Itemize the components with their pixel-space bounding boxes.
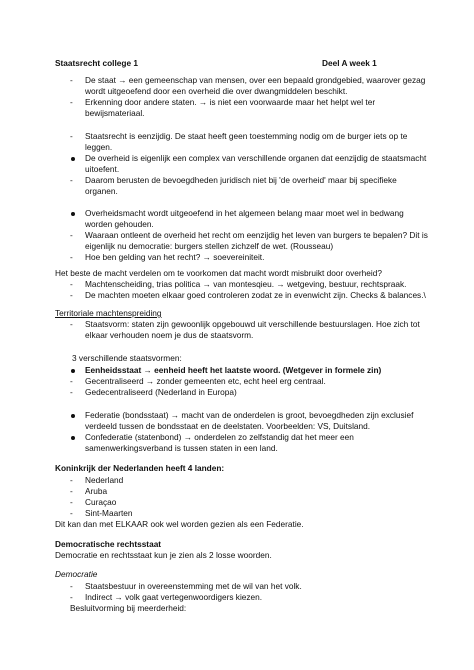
section-heading: Koninkrijk der Nederlanden heeft 4 landen: bbox=[55, 463, 225, 473]
text-line: Machtenscheiding, trias politica → van montesqieu. → wetgeving, bestuur, rechtspraak. bbox=[85, 279, 407, 289]
subsection-heading: Democratie bbox=[55, 569, 98, 579]
text-line: uitoefent. bbox=[85, 164, 120, 174]
text-line: Eenheidsstaat → eenheid heeft het laatste woord. (Wetgever in formele zin) bbox=[85, 365, 382, 375]
dash-marker: - bbox=[70, 319, 73, 329]
list-item: Aruba bbox=[85, 486, 108, 496]
text-line: worden gehouden. bbox=[85, 219, 154, 229]
text-line: Staatsbestuur in overeenstemming met de wil van het volk. bbox=[85, 581, 302, 591]
section-heading: Democratische rechtsstaat bbox=[55, 539, 162, 549]
text-line: wordt uitgeoefend door een overheid die over dwangmiddelen beschikt. bbox=[85, 86, 348, 96]
text-line: organen. bbox=[85, 186, 118, 196]
text-line: samenwerkingsverband is tussen staten in een land. bbox=[85, 443, 278, 453]
text-line: Gedecentraliseerd (Nederland in Europa) bbox=[85, 387, 237, 397]
document-title: Staatsrecht college 1 bbox=[55, 58, 139, 68]
dash-marker: - bbox=[70, 252, 73, 262]
text-line: De staat → een gemeenschap van mensen, over een bepaald grondgebied, waarover gezag bbox=[85, 75, 426, 85]
text-line: Staatsrecht is eenzijdig. De staat heeft geen toestemming nodig om de burger iets op te bbox=[85, 131, 408, 141]
dash-marker: - bbox=[70, 475, 73, 485]
list-item: Sint-Maarten bbox=[85, 508, 133, 518]
dash-marker: - bbox=[70, 387, 73, 397]
text-line: Besluitvorming bij meerderheid: bbox=[70, 603, 187, 613]
dash-marker: - bbox=[70, 175, 73, 185]
text-line: Staatsvorm: staten zijn gewoonlijk opgebouwd uit verschillende bestuurslagen. Hoe zich tot bbox=[85, 319, 420, 329]
text-line: Indirect → volk gaat vertegenwoordigers kiezen. bbox=[85, 592, 263, 602]
bullet-marker bbox=[71, 414, 75, 418]
list-item: Curaçao bbox=[85, 497, 117, 507]
text-line: Waaraan ontleent de overheid het recht om eenzijdig het leven van burgers te bepalen? Dit is bbox=[85, 230, 428, 240]
text-line: Gecentraliseerd → zonder gemeenten etc, echt heel erg centraal. bbox=[85, 376, 326, 386]
text-line: 3 verschillende staatsvormen: bbox=[72, 353, 182, 363]
text-line: eigenlijk nu democratie: burgers stellen zichzelf de wet. (Rousseau) bbox=[85, 241, 334, 251]
document-week-label: Deel A week 1 bbox=[322, 58, 377, 68]
bullet-marker bbox=[71, 369, 75, 373]
bullet-marker bbox=[71, 212, 75, 216]
dash-marker: - bbox=[70, 497, 73, 507]
text-line: Dit kan dan met ELKAAR ook wel worden gezien als een Federatie. bbox=[55, 519, 304, 529]
text-line: Daarom berusten de bevoegdheden juridisch niet bij 'de overheid' maar bij specifieke bbox=[85, 175, 397, 185]
text-line: leggen. bbox=[85, 142, 113, 152]
dash-marker: - bbox=[70, 131, 73, 141]
dash-marker: - bbox=[70, 75, 73, 85]
text-line: Democratie en rechtsstaat kun je zien als 2 losse woorden. bbox=[55, 550, 272, 560]
bullet-marker bbox=[71, 436, 75, 440]
text-line: verdeeld tussen de bondsstaat en de deelstaten. Voorbeelden: VS, Duitsland. bbox=[85, 421, 371, 431]
dash-marker: - bbox=[70, 290, 73, 300]
list-item: Nederland bbox=[85, 475, 124, 485]
dash-marker: - bbox=[70, 592, 73, 602]
text-line: Overheidsmacht wordt uitgeoefend in het algemeen belang maar moet wel in bedwang bbox=[85, 208, 404, 218]
text-line: Confederatie (statenbond) → onderdelen zo zelfstandig dat het meer een bbox=[85, 432, 354, 442]
text-line: De machten moeten elkaar goed controleren zodat ze in evenwicht zijn. Checks & balances.\ bbox=[85, 290, 426, 300]
text-line: De overheid is eigenlijk een complex van verschillende organen dat eenzijdig de staatsmacht bbox=[85, 153, 427, 163]
text-line: Federatie (bondsstaat) → macht van de onderdelen is groot, bevoegdheden zijn exclusief bbox=[85, 410, 414, 420]
section-heading: Territoriale machtenspreiding bbox=[55, 308, 162, 318]
dash-marker: - bbox=[70, 279, 73, 289]
dash-marker: - bbox=[70, 486, 73, 496]
dash-marker: - bbox=[70, 581, 73, 591]
dash-marker: - bbox=[70, 508, 73, 518]
text-line: Erkenning door andere staten. → is niet een voorwaarde maar het helpt wel ter bbox=[85, 97, 376, 107]
bullet-marker bbox=[71, 157, 75, 161]
text-line: Hoe ben gelding van het recht? → soevereiniteit. bbox=[85, 252, 265, 262]
dash-marker: - bbox=[70, 376, 73, 386]
text-line: elkaar verhouden noem je dus de staatsvorm. bbox=[85, 330, 254, 340]
dash-marker: - bbox=[70, 97, 73, 107]
text-line: bewijsmateriaal. bbox=[85, 108, 145, 118]
text-line: Het beste de macht verdelen om te voorkomen dat macht wordt misbruikt door overheid? bbox=[55, 268, 382, 278]
dash-marker: - bbox=[70, 230, 73, 240]
